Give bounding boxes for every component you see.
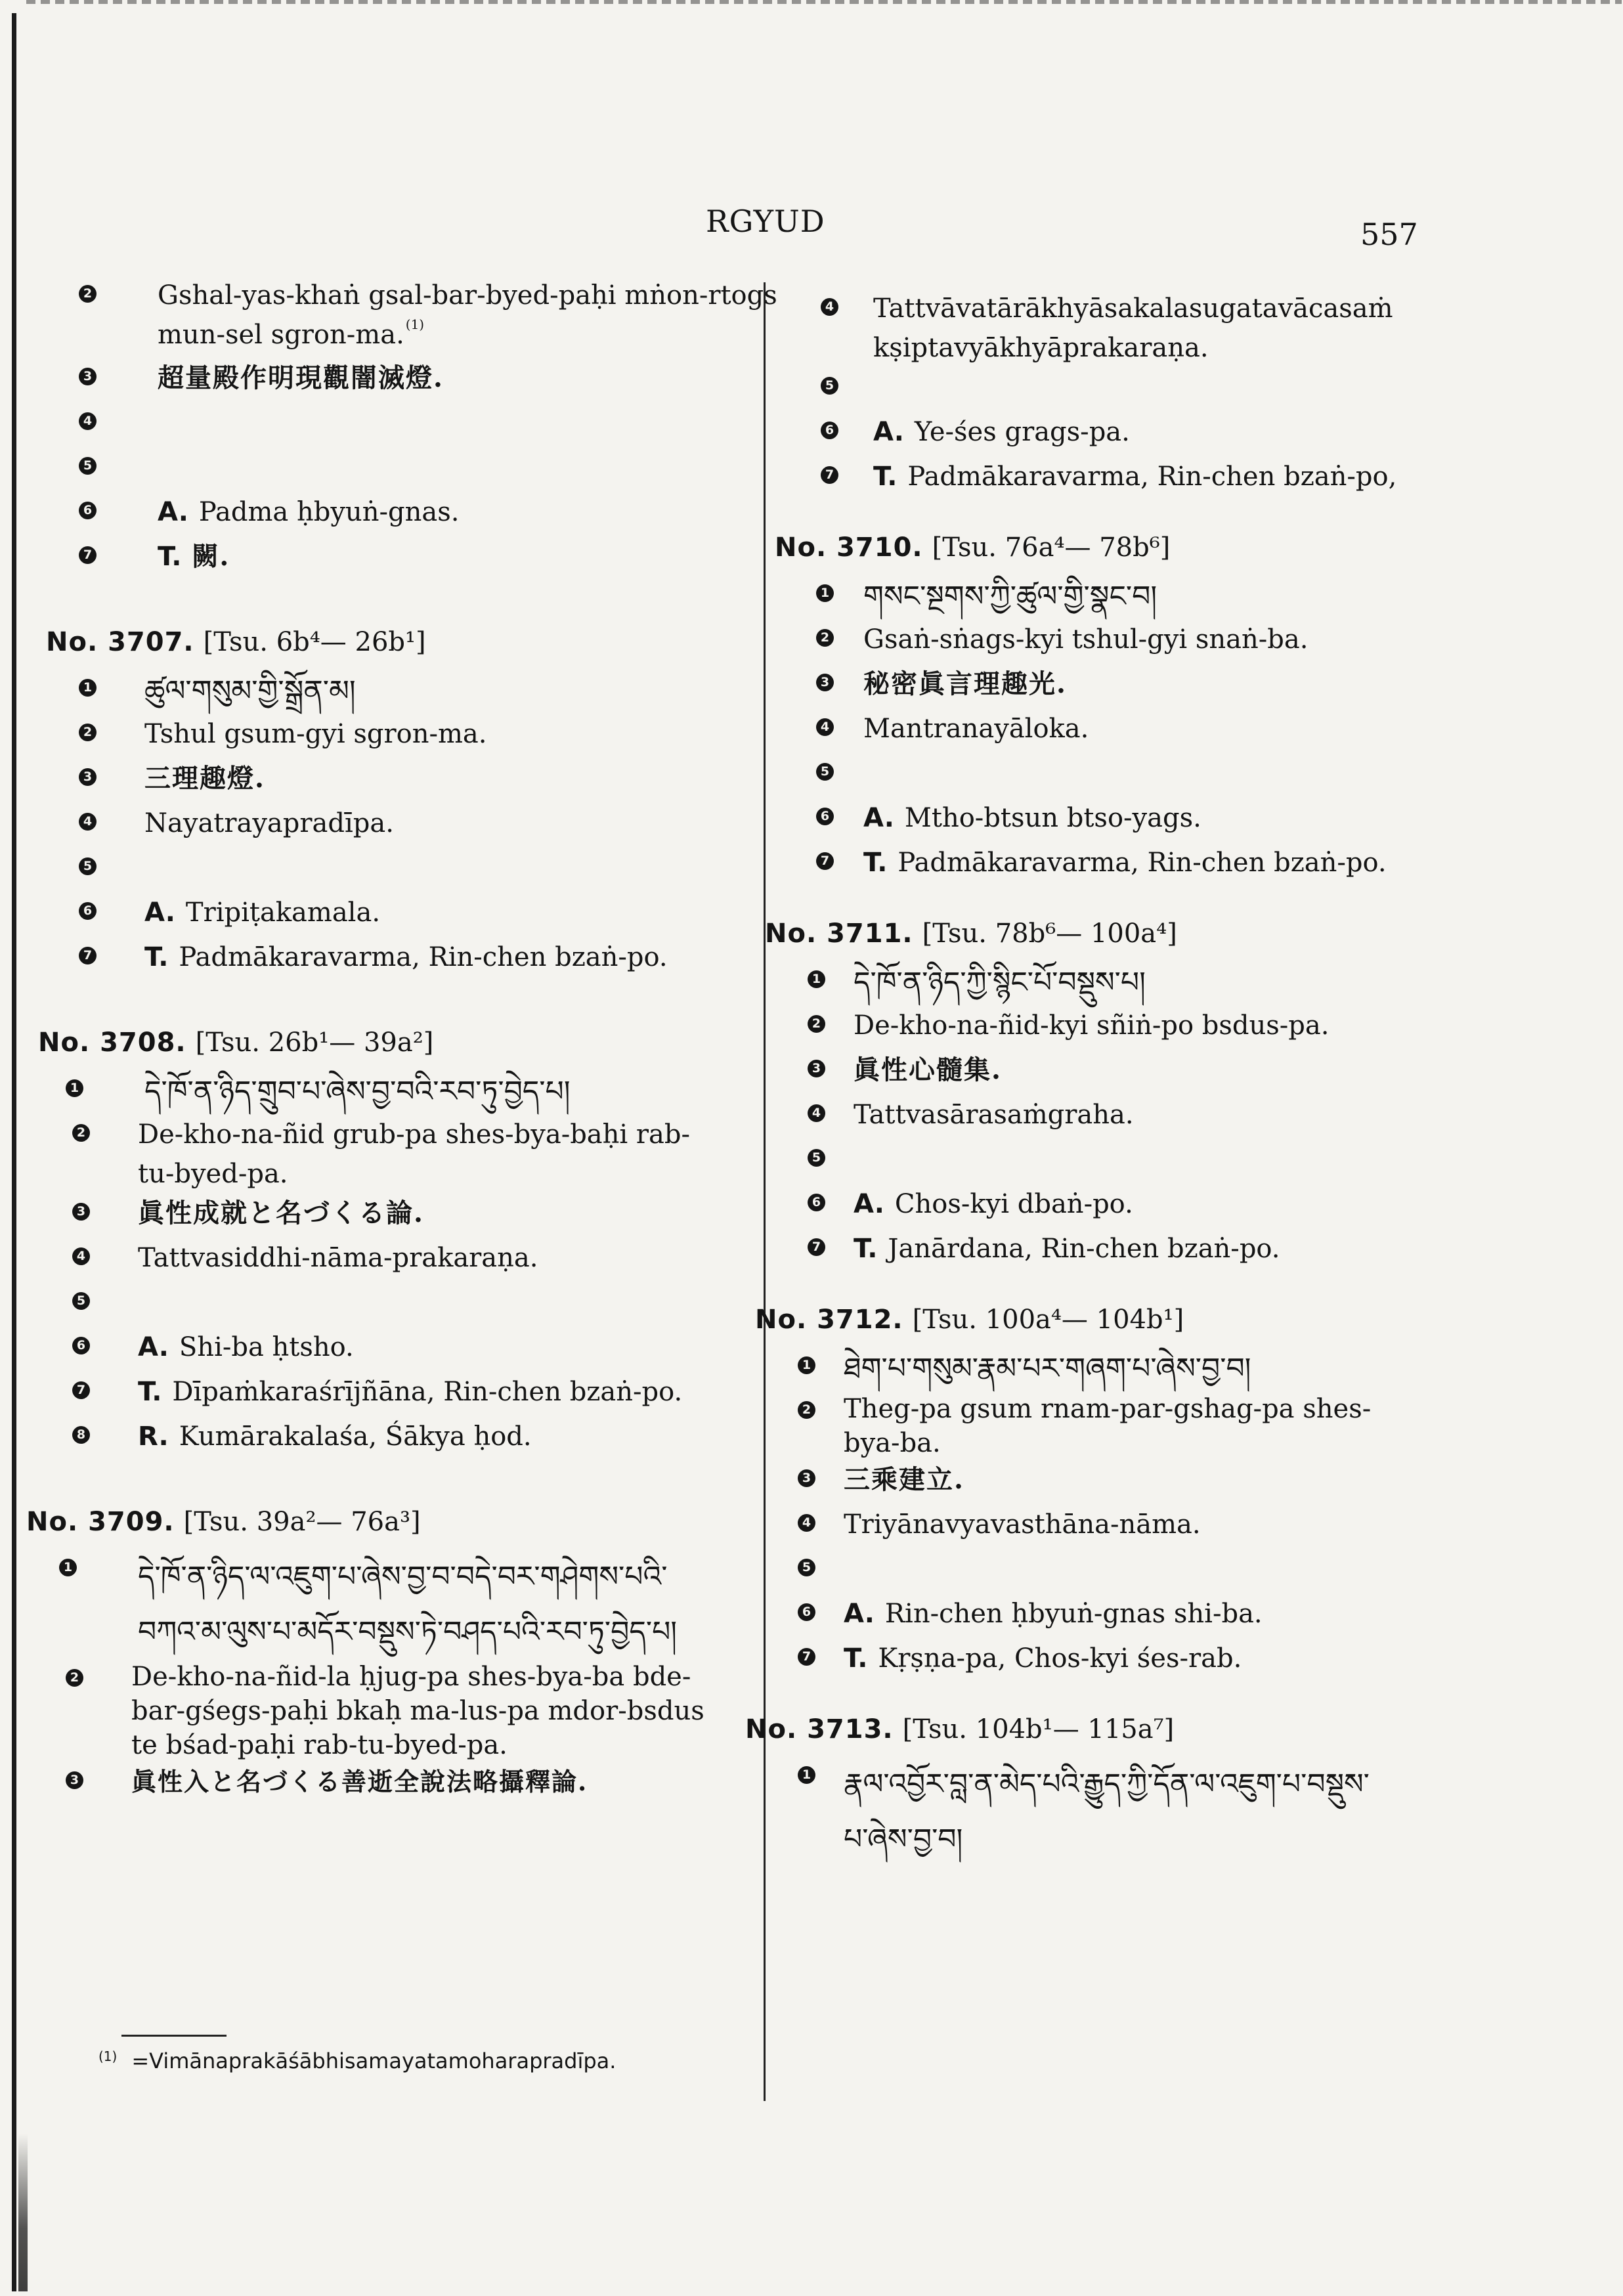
role-label: A. (844, 1599, 875, 1629)
item-text: De-kho-na-ñid-kyi sñiṅ-po bsdus-pa. (854, 1010, 1330, 1041)
tibetan-title: ཐེག་པ་གསུམ་རྣམ་པར་གཞག་པ་ཞེས་བྱ་བ། (844, 1352, 1251, 1385)
entry-item (745, 798, 1408, 843)
role-label: A. (873, 417, 904, 447)
tsu-reference: [Tsu. 100a⁴— 104b¹] (912, 1305, 1184, 1335)
item-text: Janārdana, Rin-chen bzaṅ-po. (888, 1234, 1280, 1264)
marker-4: 4 (72, 1247, 90, 1265)
entry-item (745, 620, 1408, 664)
role-label: A. (144, 898, 175, 928)
tibetan-title: དེ་ཁོ་ན་ཉིད་ཀྱི་སྙིང་པོ་བསྡུས་པ། (854, 966, 1146, 999)
entry-item (745, 457, 1408, 502)
marker-2: 2 (79, 285, 97, 303)
entry-item (745, 1184, 1408, 1229)
page-number: 557 (1360, 217, 1418, 252)
entry-item (745, 709, 1408, 754)
entry-number: No. 3708. (38, 1028, 186, 1058)
marker-3: 3 (66, 1771, 83, 1789)
entry-item (70, 1660, 742, 1762)
marker-4: 4 (798, 1514, 815, 1532)
item-text: 三理趣燈. (144, 763, 265, 794)
entry-item (745, 368, 1408, 412)
footnote-text: =Vimānaprakāśābhisamayatamoharapradīpa. (131, 2048, 617, 2073)
tsu-reference: [Tsu. 104b¹— 115a⁷] (902, 1714, 1175, 1744)
left-column (26, 276, 777, 1807)
role-label: A. (158, 497, 188, 527)
continued-entry-block (79, 276, 777, 582)
entry-item (745, 1757, 1408, 1867)
item-text: Tattvāvatārākhyāsakalasugatavācasaṁkṣiptavyākhyāprakaraṇa. (873, 293, 1393, 363)
marker-1: 1 (798, 1766, 815, 1784)
scan-mark-bottom (18, 2134, 28, 2291)
entry-item (745, 1392, 1408, 1460)
role-label: A. (863, 803, 894, 833)
marker-3: 3 (79, 368, 97, 385)
marker-6: 6 (808, 1194, 825, 1211)
item-text: De-kho-na-ñid grub-pa shes-bya-baḥi rab-tu-byed-pa. (138, 1119, 691, 1189)
scan-edge-left (12, 13, 16, 2291)
role-label: R. (138, 1421, 169, 1452)
entry-item (79, 358, 742, 403)
entry-item (79, 714, 742, 759)
entry-item (79, 670, 742, 714)
tsu-reference: [Tsu. 39a²— 76a³] (183, 1507, 421, 1537)
marker-3: 3 (816, 674, 834, 691)
entry-heading (755, 1300, 1408, 1339)
entry-item (79, 848, 742, 893)
entry-item (745, 1639, 1408, 1683)
marker-7: 7 (79, 947, 97, 964)
catalog-entry (775, 528, 1408, 567)
tsu-reference: [Tsu. 76a⁴— 78b⁶] (932, 532, 1171, 563)
entry-item (79, 893, 742, 938)
marker-1: 1 (808, 970, 825, 988)
item-text: Padmākaravarma, Rin-chen bzaṅ-po. (898, 848, 1387, 878)
marker-4: 4 (821, 298, 838, 316)
item-text: 三乘建立. (844, 1464, 964, 1495)
entry-items-3712 (745, 1347, 1408, 1683)
entry-item (79, 448, 742, 492)
entry-item (745, 412, 1408, 457)
entry-number: No. 3710. (775, 532, 923, 563)
marker-1: 1 (79, 679, 97, 697)
marker-5: 5 (79, 857, 97, 875)
entry-item (745, 1594, 1408, 1639)
entry-item (745, 1229, 1408, 1274)
entry-item (79, 403, 742, 448)
entry-item (745, 575, 1408, 620)
entry-number: No. 3712. (755, 1305, 903, 1335)
entry-item (745, 1006, 1408, 1051)
tibetan-title: དེ་ཁོ་ན་ཉིད་གྲུབ་པ་ཞེས་བྱ་བའི་རབ་ཏུ་བྱེད་པ། (144, 1075, 571, 1108)
item-text: Triyānavyavasthāna-nāma. (844, 1509, 1201, 1540)
marker-2: 2 (79, 724, 97, 741)
marker-6: 6 (79, 902, 97, 920)
item-text: Rin-chen ḥbyuṅ-gnas shi-ba. (884, 1599, 1263, 1629)
item-text: Kṛṣṇa-pa, Chos-kyi śes-rab. (878, 1643, 1242, 1674)
marker-3: 3 (798, 1469, 815, 1487)
entry-item (76, 1372, 742, 1417)
continued-entry-block (745, 289, 1408, 502)
entry-item (745, 1347, 1408, 1392)
tibetan-title: གསང་སྔགས་ཀྱི་ཚུལ་གྱི་སྣང་བ། (863, 580, 1158, 613)
marker-5: 5 (808, 1149, 825, 1167)
tibetan-title: དེ་ཁོ་ན་ཉིད་ལ་འཇུག་པ་ཞེས་བྱ་བ་བདེ་བར་གཤེགས་པའི་བཀའ་མ་ལུས་པ་མདོར་བསྡུས་ཏེ་བཤད་པའི་རབ་ཏུ་བྱེད་པ། (138, 1560, 678, 1649)
marker-2: 2 (72, 1124, 90, 1142)
right-column (745, 289, 1408, 1867)
entry-number: No. 3711. (765, 919, 913, 949)
tsu-reference: [Tsu. 26b¹— 39a²] (195, 1028, 434, 1058)
marker-5: 5 (79, 457, 97, 475)
entry-items-3710 (745, 575, 1408, 888)
note-ref: (1) (405, 316, 425, 332)
marker-2: 2 (808, 1015, 825, 1033)
footnote-rule (121, 2035, 227, 2037)
entry-item (745, 843, 1408, 888)
entry-item (76, 1238, 742, 1283)
marker-1: 1 (59, 1559, 77, 1576)
role-label: T. (854, 1234, 878, 1264)
item-text: 秘密眞言理趣光. (863, 668, 1067, 699)
footnote-mark: (1) (98, 2048, 118, 2064)
role-label: T. (138, 1377, 162, 1407)
item-text: Tattvasārasaṁgraha. (854, 1100, 1134, 1130)
marker-2: 2 (66, 1669, 83, 1687)
entry-items-3708 (70, 1070, 742, 1462)
marker-6: 6 (816, 808, 834, 825)
catalog-entry (745, 1710, 1408, 1749)
marker-4: 4 (808, 1104, 825, 1122)
marker-7: 7 (821, 466, 838, 484)
entry-item (76, 1283, 742, 1328)
marker-5: 5 (821, 377, 838, 395)
entry-item (79, 759, 742, 804)
entry-number: No. 3713. (745, 1714, 894, 1744)
marker-7: 7 (72, 1381, 90, 1399)
entry-heading (46, 622, 742, 662)
item-text: Chos-kyi dbaṅ-po. (894, 1189, 1133, 1219)
marker-5: 5 (72, 1292, 90, 1310)
marker-2: 2 (798, 1401, 815, 1419)
entry-item (76, 1328, 742, 1372)
marker-3: 3 (808, 1060, 825, 1077)
marker-4: 4 (79, 813, 97, 831)
role-label: A. (854, 1189, 884, 1219)
entry-heading (38, 1023, 742, 1062)
tsu-reference: [Tsu. 78b⁶— 100a⁴] (922, 919, 1177, 949)
item-text: 眞性入と名づくる善逝全說法略攝釋論. (131, 1767, 588, 1796)
item-text: Gshal-yas-khaṅ gsal-bar-byed-paḥi mṅon-rtogs mun-sel sgron-ma. (158, 280, 777, 350)
marker-6: 6 (79, 502, 97, 519)
item-text: 闕. (192, 541, 230, 572)
entry-items-3707 (79, 670, 742, 982)
entry-item (745, 1140, 1408, 1184)
entry-item (76, 1115, 742, 1194)
entry-item (76, 1194, 742, 1238)
role-label: A. (138, 1332, 169, 1362)
entry-item (745, 664, 1408, 709)
marker-7: 7 (798, 1648, 815, 1666)
marker-7: 7 (79, 546, 97, 564)
entry-item (745, 1051, 1408, 1095)
marker-8: 8 (72, 1426, 90, 1444)
marker-7: 7 (816, 852, 834, 870)
entry-item (76, 1417, 742, 1462)
role-label: T. (158, 542, 182, 572)
item-text: Tattvasiddhi-nāma-prakaraṇa. (138, 1243, 538, 1273)
tsu-reference: [Tsu. 6b⁴— 26b¹] (203, 627, 426, 657)
marker-5: 5 (816, 763, 834, 781)
entry-item (63, 1549, 742, 1660)
catalog-entry (26, 1502, 742, 1542)
marker-4: 4 (79, 412, 97, 430)
role-label: T. (863, 848, 888, 878)
entry-item (79, 938, 742, 982)
entry-item (745, 754, 1408, 798)
scan-edge-top (26, 0, 1622, 4)
entry-item (745, 961, 1408, 1006)
item-text: Gsaṅ-sṅags-kyi tshul-gyi snaṅ-ba. (863, 624, 1309, 655)
entry-items-3711 (745, 961, 1408, 1274)
marker-6: 6 (821, 422, 838, 439)
entry-item (79, 492, 742, 537)
marker-1: 1 (66, 1079, 83, 1097)
item-text: 超量殿作明現觀闇滅燈. (158, 362, 444, 393)
entry-item (745, 1095, 1408, 1140)
item-text: De-kho-na-ñid-la ḥjug-pa shes-bya-ba bde-bar-gśegs-paḥi bkaḥ ma-lus-pa mdor-bsdus te bśad-paḥi rab-tu-byed-pa. (131, 1662, 704, 1760)
marker-4: 4 (816, 718, 834, 736)
marker-7: 7 (808, 1238, 825, 1256)
item-text: Tshul gsum-gyi sgron-ma. (144, 719, 487, 749)
role-label: T. (144, 942, 169, 972)
item-text: Ye-śes grags-pa. (914, 417, 1130, 447)
footnote (98, 2048, 616, 2073)
entry-item (745, 1549, 1408, 1594)
entry-heading (765, 914, 1408, 953)
item-text: Mtho-btsun btso-yags. (904, 803, 1201, 833)
marker-3: 3 (79, 768, 97, 786)
marker-2: 2 (816, 629, 834, 647)
marker-3: 3 (72, 1203, 90, 1221)
item-text: Padma ḥbyuṅ-gnas. (198, 497, 460, 527)
tibetan-title: རྣལ་འབྱོར་བླ་ན་མེད་པའི་རྒྱུད་ཀྱི་དོན་ལ་འཇུག་པ་བསྡུས་པ་ཞེས་བྱ་བ། (844, 1767, 1370, 1856)
role-label: T. (844, 1643, 868, 1674)
marker-6: 6 (72, 1337, 90, 1354)
entry-item (70, 1070, 742, 1115)
entry-items-3709 (63, 1549, 742, 1807)
entry-heading (745, 1710, 1408, 1749)
entry-item (745, 289, 1408, 368)
entry-heading (26, 1502, 742, 1542)
item-text: Nayatrayapradīpa. (144, 808, 394, 838)
entry-item (745, 1505, 1408, 1549)
entry-heading (775, 528, 1408, 567)
catalog-entry (755, 1300, 1408, 1339)
marker-5: 5 (798, 1559, 815, 1576)
item-text: Shi-ba ḥtsho. (179, 1332, 354, 1362)
entry-number: No. 3709. (26, 1507, 175, 1537)
item-text: Padmākaravarma, Rin-chen bzaṅ-po, (907, 462, 1397, 492)
item-text: 眞性成就と名づくる論. (138, 1198, 424, 1228)
item-text: Dīpaṁkaraśrījñāna, Rin-chen bzaṅ-po. (172, 1377, 683, 1407)
catalog-entry (765, 914, 1408, 953)
item-text: Mantranayāloka. (863, 714, 1089, 744)
entry-item (79, 804, 742, 848)
marker-1: 1 (798, 1356, 815, 1374)
entry-item (79, 537, 742, 582)
item-text: Theg-pa gsum rnam-par-gshag-pa shes-bya-ba. (844, 1394, 1372, 1458)
item-text: 眞性心髓集. (854, 1054, 1002, 1085)
item-text: Tripiṭakamala. (185, 898, 381, 928)
role-label: T. (873, 462, 898, 492)
item-text: Padmākaravarma, Rin-chen bzaṅ-po. (179, 942, 668, 972)
entry-items-3713 (745, 1757, 1408, 1867)
entry-number: No. 3707. (46, 627, 194, 657)
entry-item (745, 1460, 1408, 1505)
entry-item (79, 276, 777, 358)
marker-6: 6 (798, 1603, 815, 1621)
running-head: RGYUD (706, 204, 825, 239)
tibetan-title: ཚུལ་གསུམ་གྱི་སྒྲོན་མ། (144, 674, 356, 708)
catalog-entry (46, 622, 742, 662)
entry-item (70, 1762, 742, 1807)
marker-1: 1 (816, 584, 834, 602)
item-text: Kumārakalaśa, Śākya ḥod. (179, 1421, 532, 1452)
catalog-entry (38, 1023, 742, 1062)
